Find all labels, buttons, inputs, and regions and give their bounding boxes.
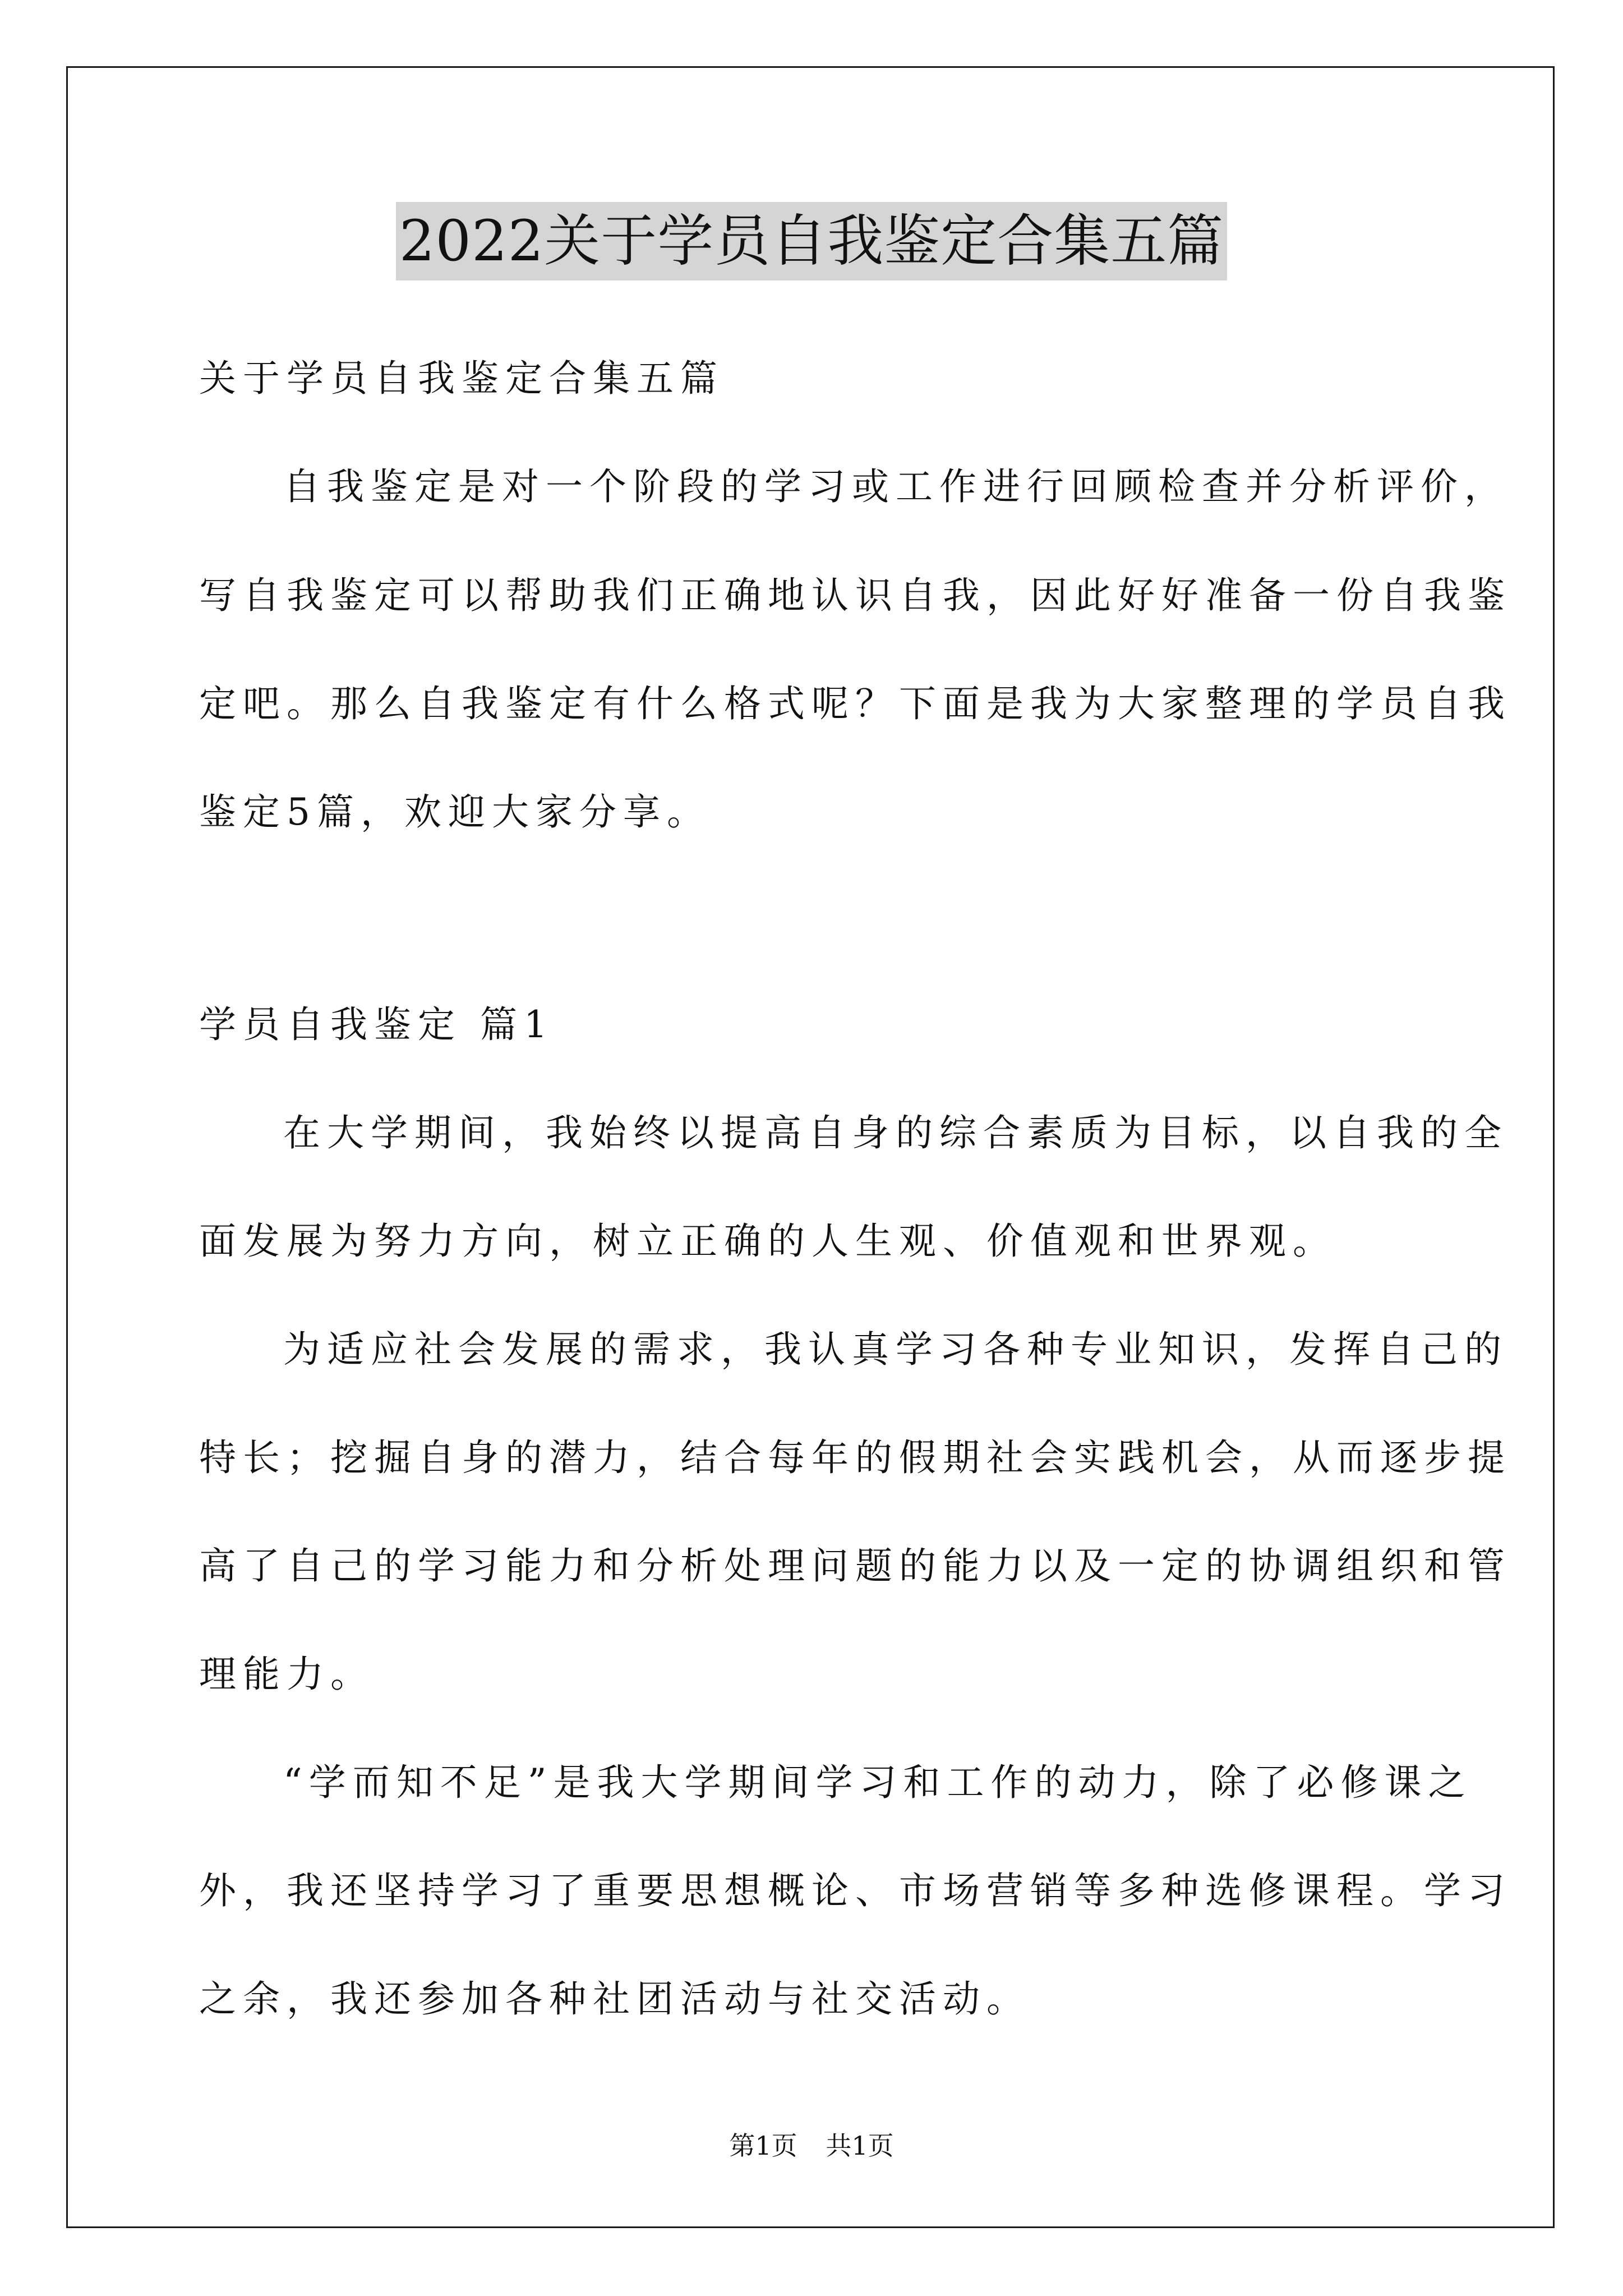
title-container [0,202,1623,280]
intro-heading: 关于学员自我鉴定合集五篇 [199,357,724,400]
paragraph-line: 特长；挖掘自身的潜力，结合每年的假期社会实践机会，从而逐步提 [199,1436,1511,1479]
paragraph-line: 自我鉴定是对一个阶段的学习或工作进行回顾检查并分析评价， [283,465,1508,508]
paragraph-line: 定吧。那么自我鉴定有什么格式呢？下面是我为大家整理的学员自我 [199,682,1511,725]
page-footer [0,2129,1623,2162]
section-heading: 学员自我鉴定 篇1 [199,1003,554,1046]
document-title: 2022关于学员自我鉴定合集五篇 [396,202,1228,280]
paragraph-line: 高了自己的学习能力和分析处理问题的能力以及一定的协调组织和管 [199,1544,1511,1588]
page-total: 共1页 [826,2131,894,2161]
paragraph-line: 外，我还坚持学习了重要思想概论、市场营销等多种选修课程。学习 [199,1869,1511,1912]
paragraph-line: 鉴定5篇，欢迎大家分享。 [199,790,711,834]
paragraph-line: 写自我鉴定可以帮助我们正确地认识自我，因此好好准备一份自我鉴 [199,574,1511,617]
paragraph-line: 面发展为努力方向，树立正确的人生观、价值观和世界观。 [199,1220,1336,1263]
paragraph-line: “学而知不足”是我大学期间学习和工作的动力，除了必修课之 [283,1761,1472,1804]
paragraph-line: 为适应社会发展的需求，我认真学习各种专业知识，发挥自己的 [283,1328,1508,1371]
paragraph-line: 理能力。 [199,1653,374,1696]
paragraph-line: 之余，我还参加各种社团活动与社交活动。 [199,1977,1030,2021]
paragraph-line: 在大学期间，我始终以提高自身的综合素质为目标，以自我的全 [283,1111,1508,1154]
page-number: 第1页 [729,2131,797,2161]
